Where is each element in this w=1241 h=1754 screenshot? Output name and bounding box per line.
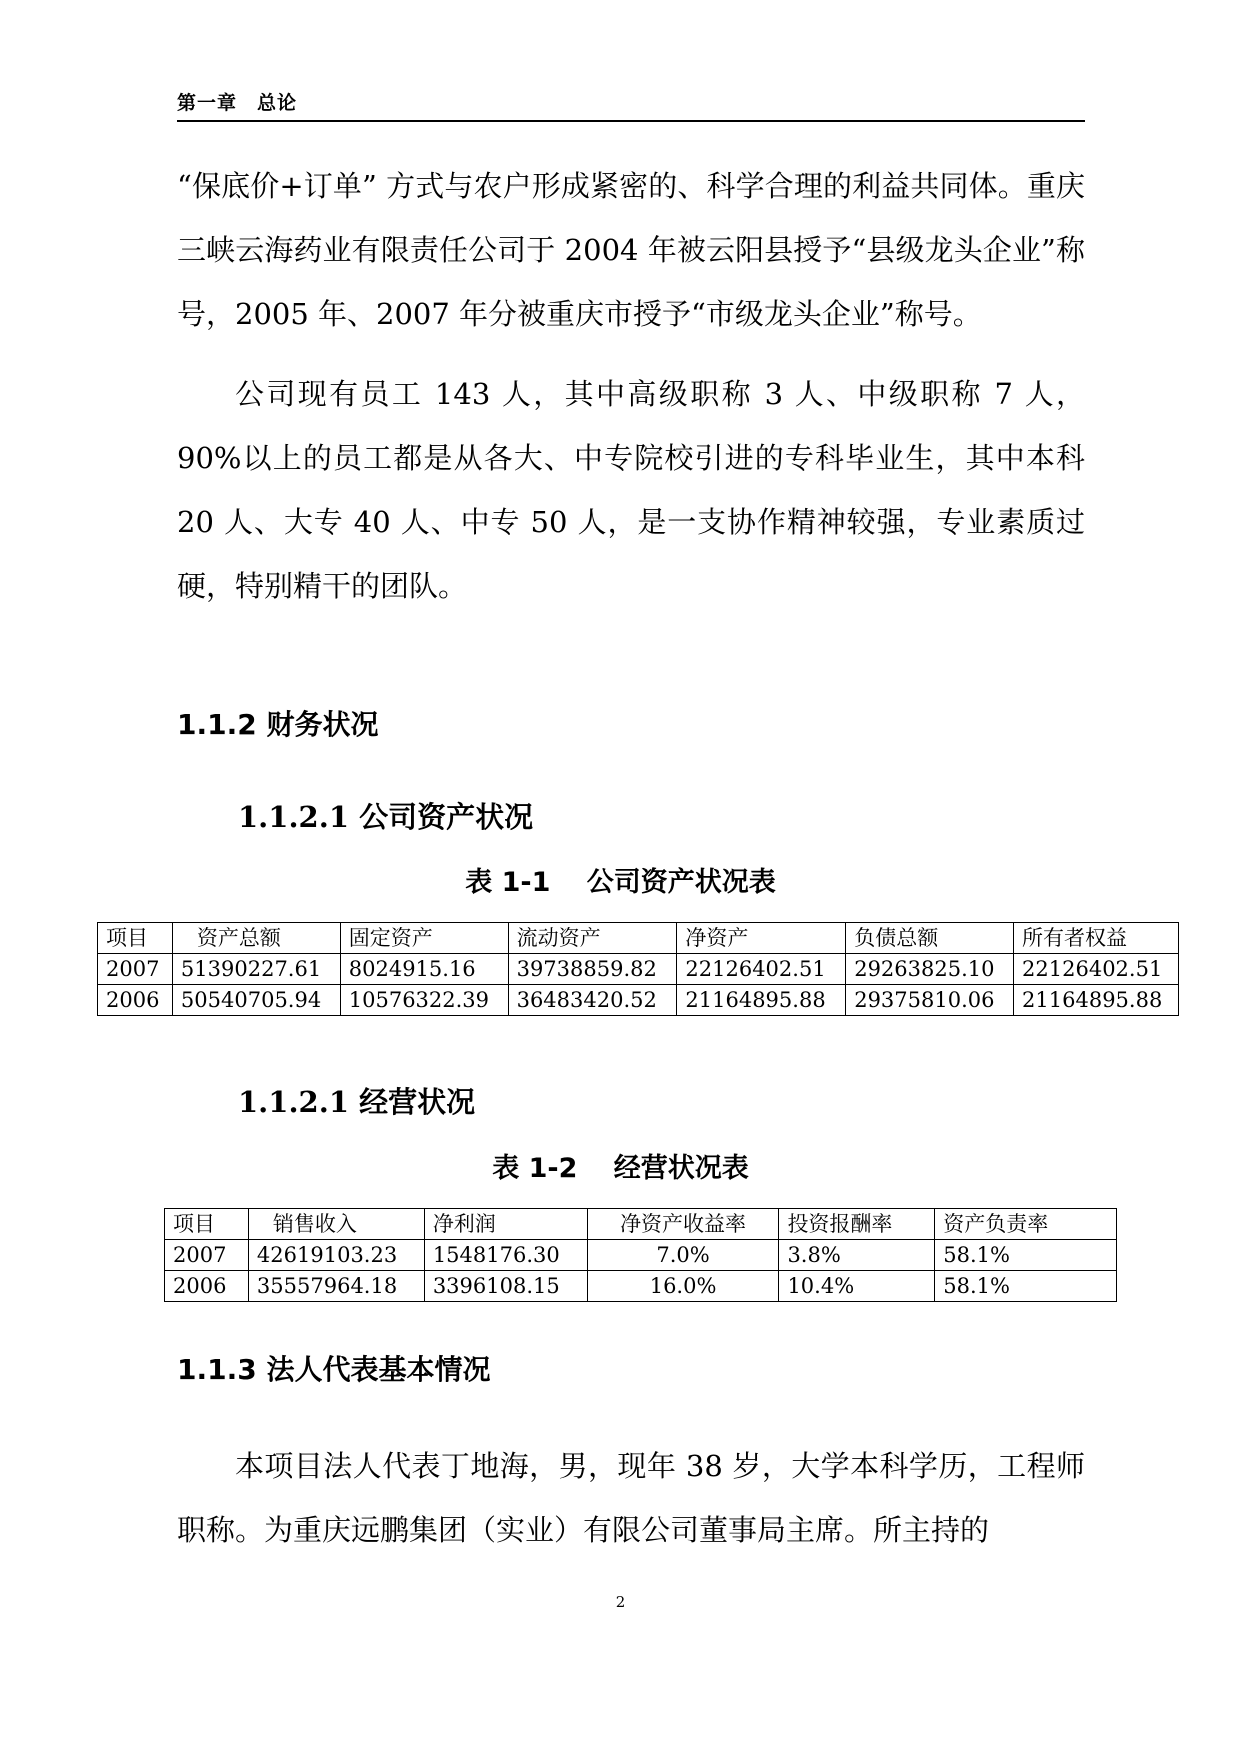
table-cell: 22126402.51 <box>1014 954 1179 985</box>
paragraph-legal-rep: 本项目法人代表丁地海，男，现年 38 岁，大学本科学历，工程师职称。为重庆远鹏集团（实业）有限公司董事局主席。所主持的 <box>177 1449 1085 1547</box>
table-cell: 35557964.18 <box>248 1271 424 1302</box>
table-cell: 29263825.10 <box>846 954 1014 985</box>
chapter-title: 第一章 总论 <box>177 92 298 114</box>
table-header-cell: 所有者权益 <box>1014 923 1179 954</box>
table-row <box>98 954 1179 985</box>
table-cell: 3396108.15 <box>424 1271 587 1302</box>
assets-table <box>97 922 1179 1016</box>
table-cell: 21164895.88 <box>1014 985 1179 1016</box>
operations-table <box>164 1208 1117 1302</box>
table-cell: 10.4% <box>779 1271 935 1302</box>
table-cell: 1548176.30 <box>424 1240 587 1271</box>
table-header-cell: 项目 <box>165 1209 249 1240</box>
table-cell: 36483420.52 <box>508 985 677 1016</box>
table2-caption: 表 1-2 经营状况表 <box>492 1153 749 1184</box>
table-header-cell: 销售收入 <box>248 1209 424 1240</box>
table-row <box>98 985 1179 1016</box>
page-number: 2 <box>615 1593 626 1611</box>
table-cell: 50540705.94 <box>172 985 340 1016</box>
table-cell: 58.1% <box>935 1271 1117 1302</box>
table-header-cell: 固定资产 <box>340 923 508 954</box>
table-header-cell: 投资报酬率 <box>779 1209 935 1240</box>
table-header-cell: 负债总额 <box>846 923 1014 954</box>
table-cell: 39738859.82 <box>508 954 677 985</box>
paragraph-intro: “保底价+订单” 方式与农户形成紧密的、科学合理的利益共同体。重庆三峡云海药业有限责任公司于 2004 年被云阳县授予“县级龙头企业”称号，2005 年、2007 年分被重庆市授予“市级龙头企业”称号。 <box>177 169 1085 331</box>
table-cell: 2006 <box>165 1271 249 1302</box>
table-row <box>165 1240 1117 1271</box>
subsection-heading-operations: 1.1.2.1 经营状况 <box>238 1085 476 1119</box>
table-header-cell: 净资产收益率 <box>587 1209 779 1240</box>
table-header-cell: 项目 <box>98 923 173 954</box>
table-cell: 7.0% <box>587 1240 779 1271</box>
table-header-cell: 流动资产 <box>508 923 677 954</box>
page-header <box>177 88 1085 122</box>
table-cell: 58.1% <box>935 1240 1117 1271</box>
table-header-cell: 净利润 <box>424 1209 587 1240</box>
table-cell: 21164895.88 <box>677 985 846 1016</box>
section-heading-finance: 1.1.2 财务状况 <box>177 708 379 741</box>
table-header-row <box>165 1209 1117 1240</box>
table-cell: 42619103.23 <box>248 1240 424 1271</box>
table-cell: 3.8% <box>779 1240 935 1271</box>
table-header-row <box>98 923 1179 954</box>
table-cell: 2006 <box>98 985 173 1016</box>
table-cell: 8024915.16 <box>340 954 508 985</box>
table-cell: 16.0% <box>587 1271 779 1302</box>
table-header-cell: 资产负责率 <box>935 1209 1117 1240</box>
table-cell: 22126402.51 <box>677 954 846 985</box>
table-header-cell: 资产总额 <box>172 923 340 954</box>
table-row <box>165 1271 1117 1302</box>
table1-caption: 表 1-1 公司资产状况表 <box>465 867 776 898</box>
section-heading-legal-rep: 1.1.3 法人代表基本情况 <box>177 1353 491 1386</box>
table-cell: 29375810.06 <box>846 985 1014 1016</box>
table-cell: 2007 <box>165 1240 249 1271</box>
table-header-cell: 净资产 <box>677 923 846 954</box>
table-cell: 10576322.39 <box>340 985 508 1016</box>
paragraph-staff: 公司现有员工 143 人，其中高级职称 3 人、中级职称 7 人，90%以上的员工都是从各大、中专院校引进的专科毕业生，其中本科 20 人、大专 40 人、中专 50 人，是一支协作精神较强，专业素质过硬，特别精干的团队。 <box>177 377 1085 603</box>
table-cell: 2007 <box>98 954 173 985</box>
subsection-heading-assets: 1.1.2.1 公司资产状况 <box>238 800 534 834</box>
table-cell: 51390227.61 <box>172 954 340 985</box>
